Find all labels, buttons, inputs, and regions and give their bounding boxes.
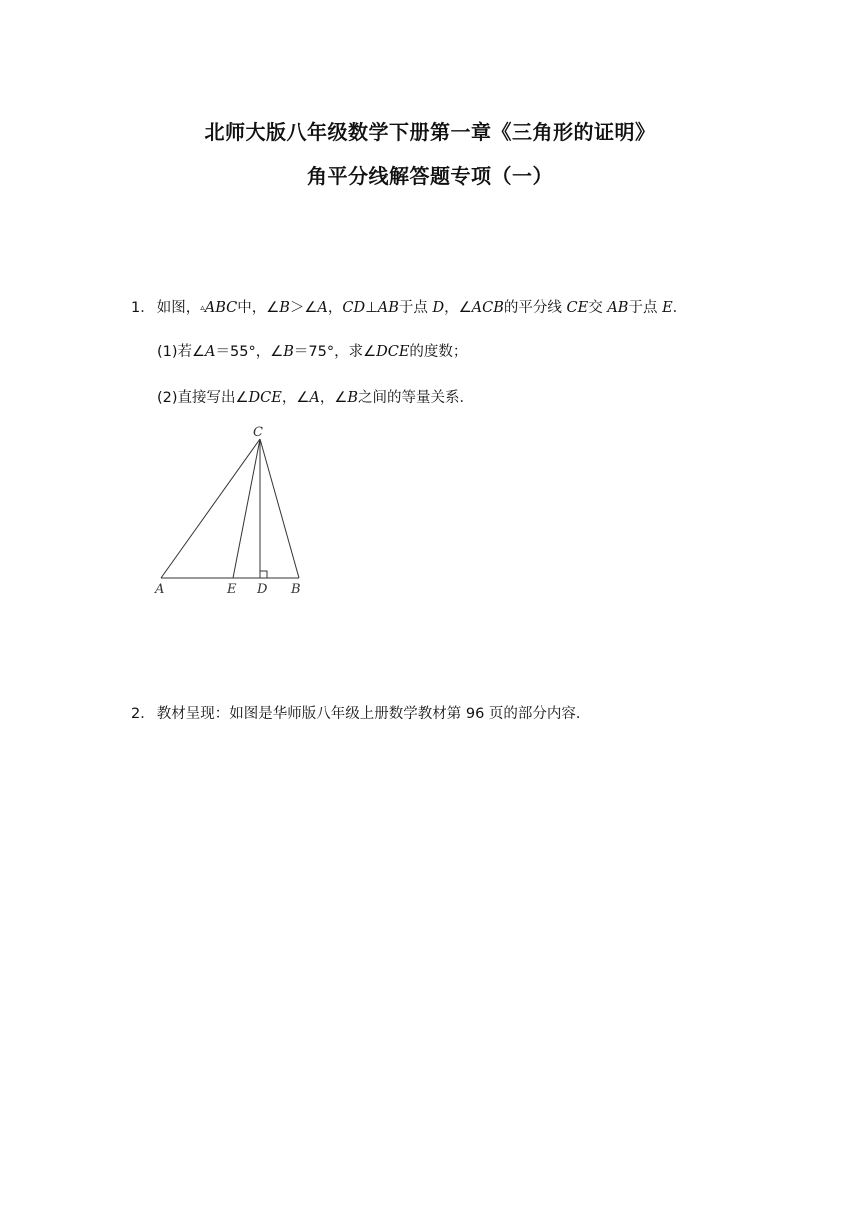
q1-var: B: [279, 300, 290, 316]
q1-text: ．: [672, 300, 688, 316]
question-2-number: 2．: [131, 706, 155, 722]
sub2-text: 直接写出∠: [177, 390, 249, 406]
q1-text: 的平分线: [503, 300, 567, 316]
triangle-symbol: ▵: [200, 303, 205, 313]
sub2-text: ，∠: [319, 390, 348, 406]
sub2-var: B: [347, 390, 358, 406]
sub1-var: DCE: [376, 344, 410, 360]
sub1-text: ＝75°，求∠: [293, 344, 377, 360]
q1-var: D: [432, 300, 445, 316]
question-1-number: 1．: [131, 300, 155, 316]
sub1-var: B: [283, 344, 294, 360]
q1-var: AB: [607, 300, 629, 316]
sub1-text: 若∠: [177, 344, 206, 360]
question-1-stem: [131, 298, 687, 318]
question-2-stem: [131, 704, 590, 724]
q1-var: E: [662, 300, 673, 316]
sub1-text: 的度数；: [409, 344, 468, 360]
question-1-part-2: [157, 388, 474, 408]
sub1-text: ＝55°，∠: [215, 344, 284, 360]
label-point-a: A: [155, 582, 165, 597]
q2-text: 教材呈现：如图是华师版八年级上册数学教材第 96 页的部分内容．: [156, 706, 591, 722]
document-subtitle: 角平分线解答题专项（一）: [307, 164, 553, 188]
q1-var: ACB: [471, 300, 504, 316]
label-point-b: B: [291, 582, 301, 597]
q1-var: ABC: [204, 300, 238, 316]
q1-text: 于点: [398, 300, 433, 316]
q1-text: ＞∠: [289, 300, 318, 316]
sub2-var: A: [309, 390, 320, 406]
q1-text: 中，∠: [237, 300, 280, 316]
sub2-text: ，∠: [281, 390, 310, 406]
label-point-d: D: [257, 582, 268, 597]
segment-ca: [161, 439, 260, 578]
sub2-var: DCE: [248, 390, 282, 406]
q1-var: A: [317, 300, 328, 316]
part-number: (1): [157, 344, 178, 360]
q1-text: ，: [327, 300, 343, 316]
question-1-part-1: [157, 342, 467, 362]
sub2-text: 之间的等量关系．: [358, 390, 474, 406]
figure-lines: [161, 439, 299, 578]
document-title: 北师大版八年级数学下册第一章《三角形的证明》: [204, 120, 656, 144]
q1-text: 于点: [628, 300, 663, 316]
right-angle-marker: [260, 571, 267, 578]
label-point-e: E: [227, 582, 237, 597]
triangle-figure: [145, 418, 320, 603]
sub1-var: A: [205, 344, 216, 360]
q1-var: CD: [342, 300, 366, 316]
q1-text: ⊥: [365, 300, 378, 316]
part-number: (2): [157, 390, 178, 406]
q1-var: CE: [566, 300, 589, 316]
segment-cb: [260, 439, 299, 578]
q1-text: ，∠: [444, 300, 472, 316]
q1-var: AB: [377, 300, 399, 316]
label-point-c: C: [253, 425, 263, 440]
q1-text: 交: [588, 300, 608, 316]
segment-ce-bisector: [233, 439, 260, 578]
q1-text: 如图，: [156, 300, 201, 316]
